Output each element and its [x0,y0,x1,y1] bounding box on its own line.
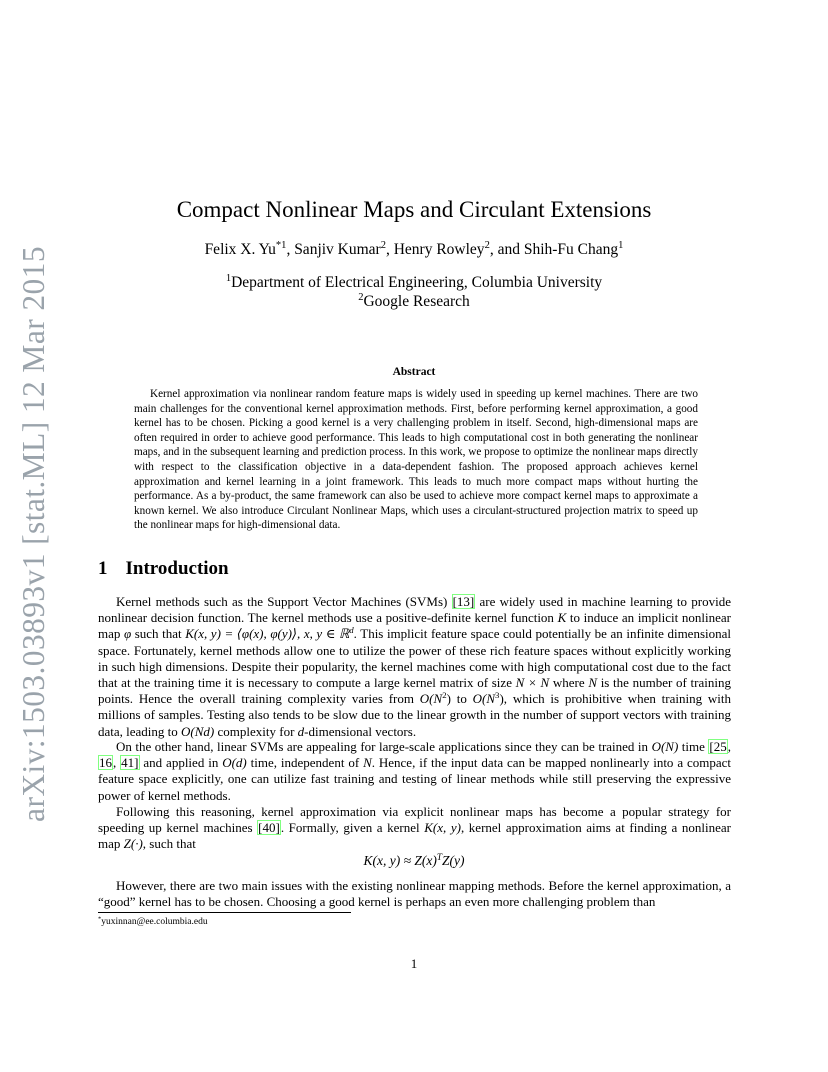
author-separator: , and [489,241,524,258]
paragraph: Kernel methods such as the Support Vector Machines (SVMs) [13] are widely used in machine learning to provide nonlinear decision function. The kernel methods use a positive-definite kernel function K to induce an implicit nonlinear map φ such that K(x, y) = ⟨φ(x), φ(y)⟩, x, y ∈ ℝ$^d$. This implicit feature space could potentially be an infinite dimensional space. Fortunately, kernel methods allow one to utilize the power of these rich feature spaces without explicitly working in such high dimensions. Despite their popularity, the kernel machines come with high computational cost due to the fact that at the training time it is necessary to compute a large kernel matrix of size N × N where N is the number of training points. Hence the overall training complexity varies from $O(N^2)$ to $O(N^3)$, which is prohibitive when training with millions of samples. Testing also tends to be slow due to the linear growth in the number of support vectors with training data, leading to O(Nd) complexity for d-dimensional vectors. [98,594,731,739]
author-separator: , [286,241,295,258]
author-list [0,240,828,260]
math-inline: K [557,610,567,626]
affiliation [0,292,828,311]
author-mark: 1 [618,240,624,252]
arxiv-stamp: arXiv:1503.03893v1 [stat.ML] 12 Mar 2015 [16,246,51,822]
math-inline: d [297,723,305,739]
math-inline: O(N [419,691,443,707]
abstract-heading: Abstract [392,366,436,378]
paper-title: Compact Nonlinear Maps and Circulant Extensions [176,197,652,222]
paragraph: However, there are two main issues with the existing nonlinear mapping methods. Before the kernel approximation, a “good” kernel has to be chosen. Choosing a good kernel is perhaps an even more challenging problem than [98,878,731,910]
math-inline: N × N [515,675,550,691]
citation-link[interactable]: 16 [99,755,112,771]
equation-rhs: Z(y) [442,853,465,868]
author-separator: , [385,241,394,258]
abstract-text: Kernel approximation via nonlinear random feature maps is widely used in speeding up kernel machines. There are two main challenges for the conventional kernel approximation methods. First, before performing kernel approximation, a good kernel has to be chosen. Picking a good kernel is a very challenging problem in itself. Second, high-dimensional maps are often required in order to achieve good performance. This leads to high computational cost in both generating the nonlinear maps, and in the subsequent learning and prediction process. In this work, we propose to optimize the nonlinear maps directly with respect to the classification objective in a data-dependent fashion. The proposed approach achieves kernel approximation and kernel learning in a joint framework. This leads to much more compact maps without hurting the performance. As a by-product, the same framework can also be used to achieve more compact kernel maps to approximate a known kernel. We also introduce Circulant Nonlinear Maps, which uses a circulant-structured projection matrix to speed up the nonlinear maps for high-dimensional data. [134,388,698,532]
display-equation [0,852,828,870]
author-name: Henry Rowley [393,241,485,258]
citation-link[interactable]: [13] [452,594,475,609]
footnote-mark: * [98,915,102,923]
math-inline: φ [123,626,132,642]
math-inline: O(d) [222,755,247,771]
paragraph: Following this reasoning, kernel approximation via explicit nonlinear maps has become a popular strategy for speeding up kernel machines [40]. Formally, given a kernel K(x, y), kernel approximation aims at finding a nonlinear map Z(·), such that [98,804,732,852]
math-inline: Z(·) [123,836,143,852]
math-inline: N [588,675,597,691]
math-superscript: 3 [495,690,500,701]
affiliation-text: Department of Electrical Engineering, Columbia University [231,274,603,291]
math-inline: N [363,755,372,771]
section-title: Introduction [125,558,229,579]
affiliation-mark: 1 [225,273,232,285]
author-name: Felix X. Yu [204,241,276,258]
math-superscript: d [349,625,354,636]
section-number: 1 [98,558,108,579]
math-inline: O(N) [651,739,679,754]
math-inline: K(x, y) = ⟨φ(x), φ(y)⟩, x, y ∈ ℝ [185,626,350,642]
citation-link[interactable]: [25 [709,739,727,754]
citation-link[interactable]: 41] [121,755,139,771]
citation-link[interactable]: [40] [258,820,280,836]
author-name: Sanjiv Kumar [294,241,381,258]
section-heading [98,558,229,580]
paragraph: On the other hand, linear SVMs are appealing for large-scale applications since they can be trained in O(N) time [25, 16, 41] and applied in O(d) time, independent of N. Hence, if the input data can be mapped nonlinearly into a compact feature space explicitly, one can utilize fast training and testing of linear methods while still preserving the expressive power of kernel methods. [98,739,732,803]
math-inline: O(Nd) [181,723,215,739]
affiliation-text: Google Research [363,293,470,310]
author-mark: *1 [275,240,287,252]
page-number: 1 [410,956,418,971]
equation-lhs: K(x, y) ≈ Z(x) [363,853,437,868]
affiliation-mark: 2 [358,292,364,304]
math-superscript: 2 [442,690,447,701]
author-mark: 2 [484,240,490,252]
footnote-text: yuxinnan@ee.columbia.edu [101,917,208,927]
author-mark: 2 [380,240,386,252]
footnote-rule [98,912,351,913]
footnote [98,916,208,928]
affiliation [0,273,828,292]
math-inline: O(N [472,691,496,707]
equation-superscript: T [436,851,442,862]
author-name: Shih-Fu Chang [523,241,619,258]
math-inline: K(x, y) [424,820,461,836]
